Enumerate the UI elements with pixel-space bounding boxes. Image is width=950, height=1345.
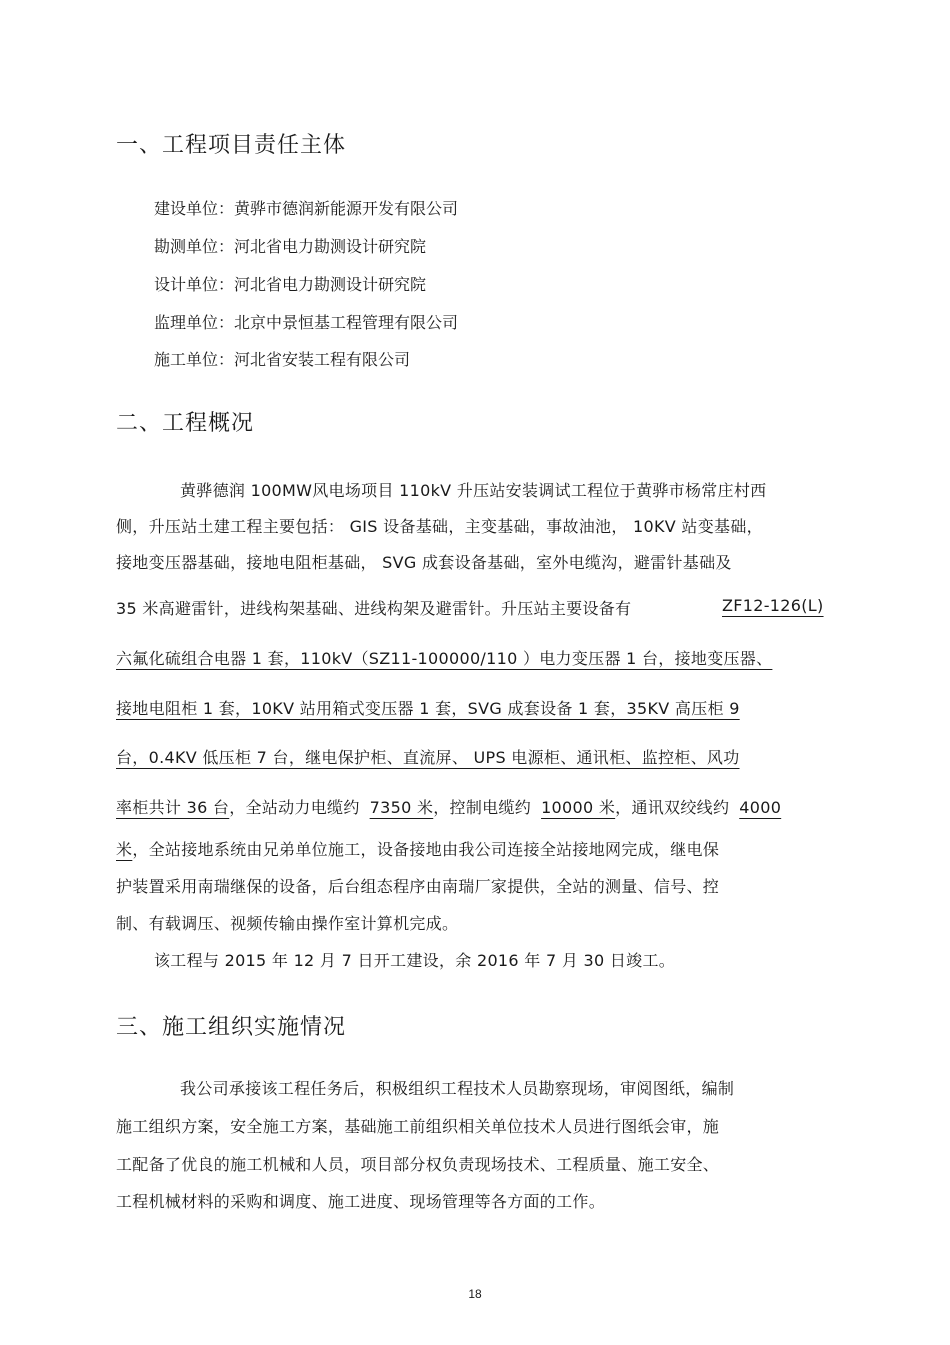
- unit-contractor: 施工单位：河北省安装工程有限公司: [154, 350, 411, 369]
- overview-line-2: 侧，升压站土建工程主要包括： GIS 设备基础，主变基础，事故油池， 10KV 站变基础，: [116, 517, 763, 536]
- organization-line-1: 我公司承接该工程任务后，积极组织工程技术人员勘察现场，审阅图纸，编制: [180, 1079, 735, 1098]
- organization-line-2: 施工组织方案，安全施工方案，基础施工前组织相关单位技术人员进行图纸会审，施: [116, 1117, 720, 1136]
- twisted-pair-unit: 米: [116, 840, 133, 859]
- overview-line-10: 护装置采用南瑞继保的设备，后台组态程序由南瑞厂家提供，全站的测量、信号、控: [116, 877, 720, 896]
- control-cable-length: 10000 米: [541, 798, 616, 817]
- organization-line-3: 工配备了优良的施工机械和人员，项目部分权负责现场技术、工程质量、施工安全、: [116, 1155, 720, 1174]
- overview-schedule: 该工程与 2015 年 12 月 7 日开工建设，余 2016 年 7 月 30 日竣工。: [154, 951, 676, 970]
- overview-line-5: 六氟化硫组合电器 1 套，110kV（SZ11-100000/110 ）电力变压器 1 台，接地变压器、: [116, 649, 773, 668]
- overview-line-4-text: 35 米高避雷针，进线构架基础、进线构架及避雷针。升压站主要设备有: [116, 599, 632, 618]
- unit-design: 设计单位：河北省电力勘测设计研究院: [154, 275, 427, 294]
- overview-line-9: [116, 837, 719, 860]
- organization-line-4: 工程机械材料的采购和调度、施工进度、现场管理等各方面的工作。: [116, 1192, 606, 1211]
- unit-supervision: 监理单位：北京中景恒基工程管理有限公司: [154, 313, 459, 332]
- twisted-pair-length: 4000: [739, 798, 782, 817]
- section-2-title: 二、工程概况: [116, 411, 255, 436]
- page-number: 18: [468, 1287, 482, 1301]
- section-3-title: 三、施工组织实施情况: [116, 1015, 347, 1040]
- twisted-pair-label: ，通讯双绞线约: [615, 798, 730, 817]
- overview-line-1: 黄骅德润 100MW风电场项目 110kV 升压站安装调试工程位于黄骅市杨常庄村西: [180, 481, 767, 500]
- equipment-model: ZF12-126(L): [722, 596, 824, 615]
- control-cable-label: ，控制电缆约: [433, 798, 532, 817]
- power-cable-label: ，全站动力电缆约: [229, 798, 360, 817]
- overview-line-3: 接地变压器基础，接地电阻柜基础， SVG 成套设备基础，室外电缆沟，避雷针基础及: [116, 553, 732, 572]
- overview-line-6: 接地电阻柜 1 套，10KV 站用箱式变压器 1 套，SVG 成套设备 1 套，35KV 高压柜 9: [116, 699, 740, 718]
- overview-line-9-text: ，全站接地系统由兄弟单位施工，设备接地由我公司连接全站接地网完成，继电保: [132, 840, 720, 859]
- overview-line-11: 制、有载调压、视频传输由操作室计算机完成。: [116, 914, 459, 933]
- section-1-title: 一、工程项目责任主体: [116, 133, 347, 158]
- unit-construction: 建设单位：黄骅市德润新能源开发有限公司: [154, 199, 459, 218]
- overview-line-8: [116, 795, 781, 818]
- unit-survey: 勘测单位：河北省电力勘测设计研究院: [154, 237, 427, 256]
- power-cable-length: 7350 米: [369, 798, 434, 817]
- overview-line-4: [116, 596, 631, 619]
- cabinet-total: 率柜共计 36 台: [116, 798, 230, 817]
- overview-line-7: 台，0.4KV 低压柜 7 台，继电保护柜、直流屏、 UPS 电源柜、通讯柜、监控柜、风功: [116, 748, 740, 767]
